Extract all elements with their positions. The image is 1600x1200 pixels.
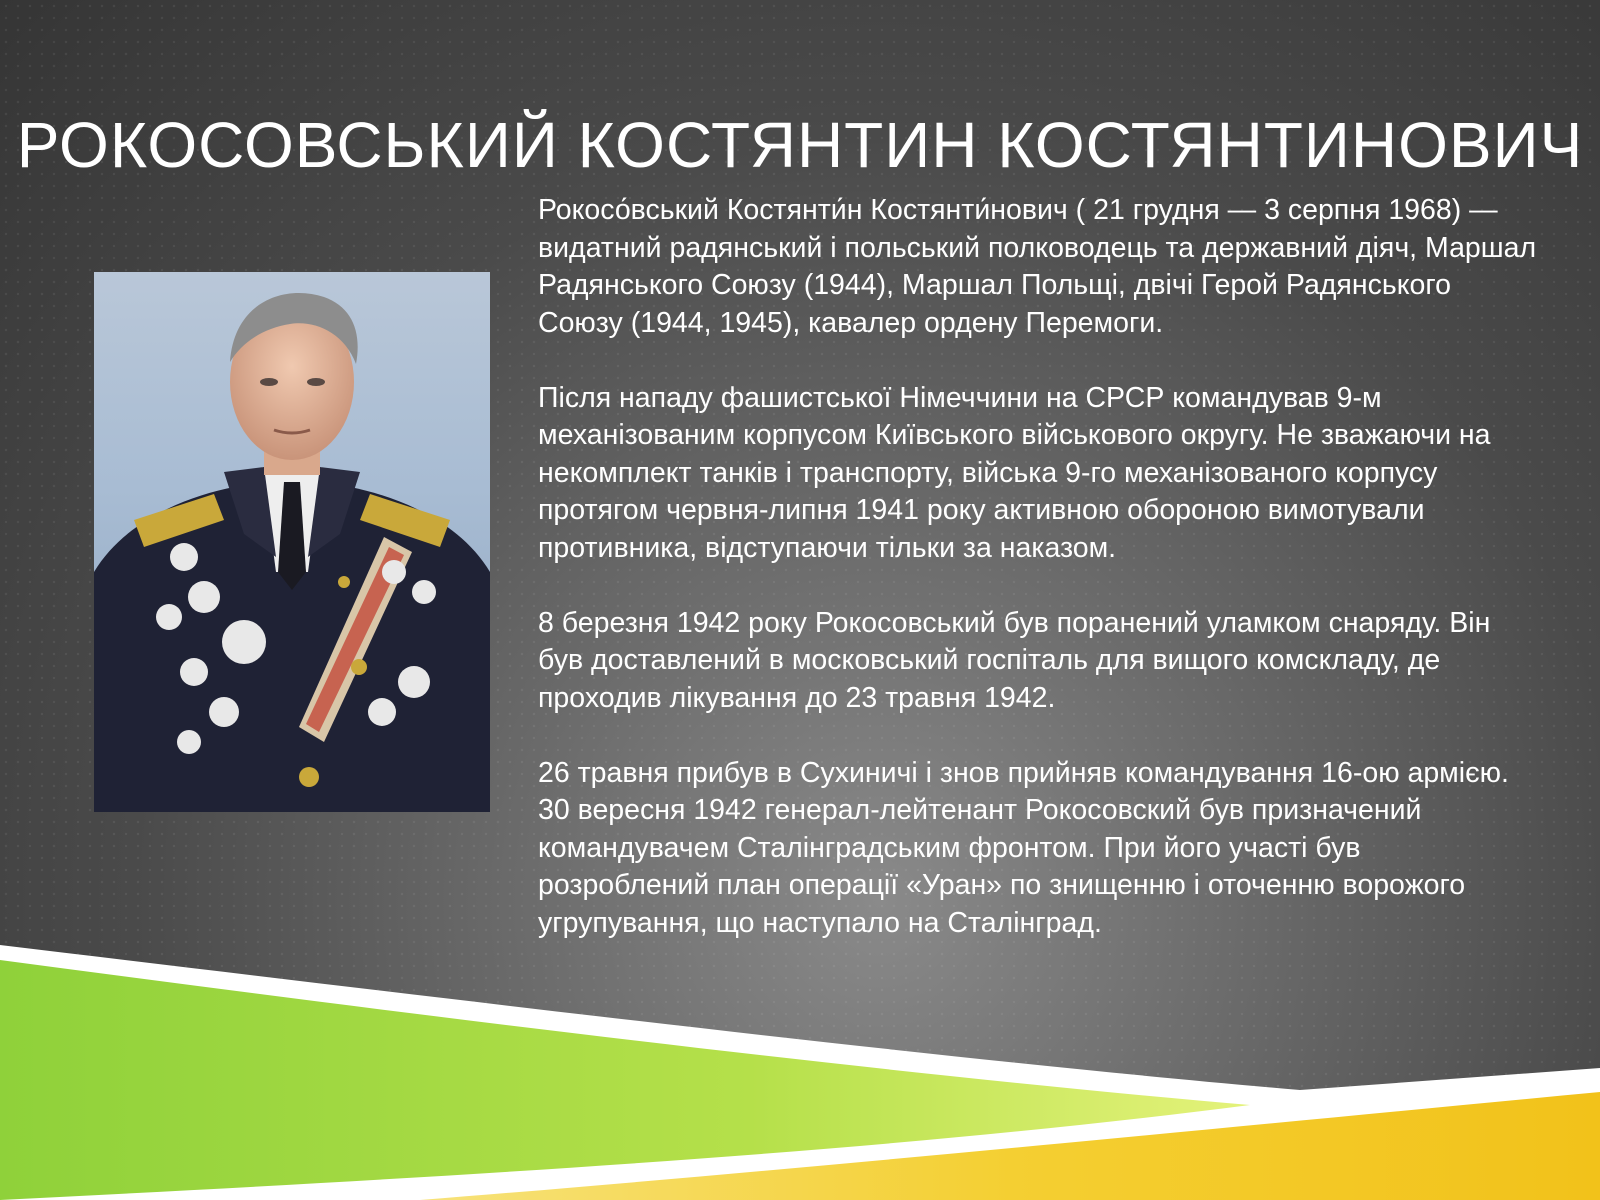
bio-paragraph-1: Рокосо́вський Костянти́н Костянти́нович ( 21 грудня — 3 серпня 1968) — видатний радянський і польський полководець та державний діяч, Маршал Радянського Союзу (1944), Маршал Польщі, двічі Герой Радянського Союзу (1944, 1945), кавалер ордену Перемоги. (538, 194, 1537, 339)
biography-text (538, 192, 1538, 980)
bio-paragraph-4: 26 травня прибув в Сухиничі і знов прийняв командування 16-ою армією. 30 вересня 1942 генерал-лейтенант Рокосовский був призначений командувачем Сталінградським фронтом. При його участі був розроблений план операції «Уран» по знищенню і оточенню ворожого угрупування, що наступало на Сталінград. (538, 756, 1509, 939)
slide-title: РОКОСОВСЬКИЙ КОСТЯНТИН КОСТЯНТИНОВИЧ (16, 109, 1584, 181)
bio-paragraph-2: Після нападу фашистської Німеччини на СРСР командував 9-м механізованим корпусом Київського військового округу. Не зважаючи на некомплект танків і транспорту, війська 9-го механізованого корпусу протягом червня-липня 1941 року активною обороною вимотували противника, відступаючи тільки за наказом. (538, 381, 1491, 564)
portrait-photo (94, 272, 490, 812)
bio-paragraph-3: 8 березня 1942 року Рокосовський був поранений уламком снаряду. Він був доставлений в московський госпіталь для вищого комскладу, де проходив лікування до 23 травня 1942. (538, 606, 1491, 714)
